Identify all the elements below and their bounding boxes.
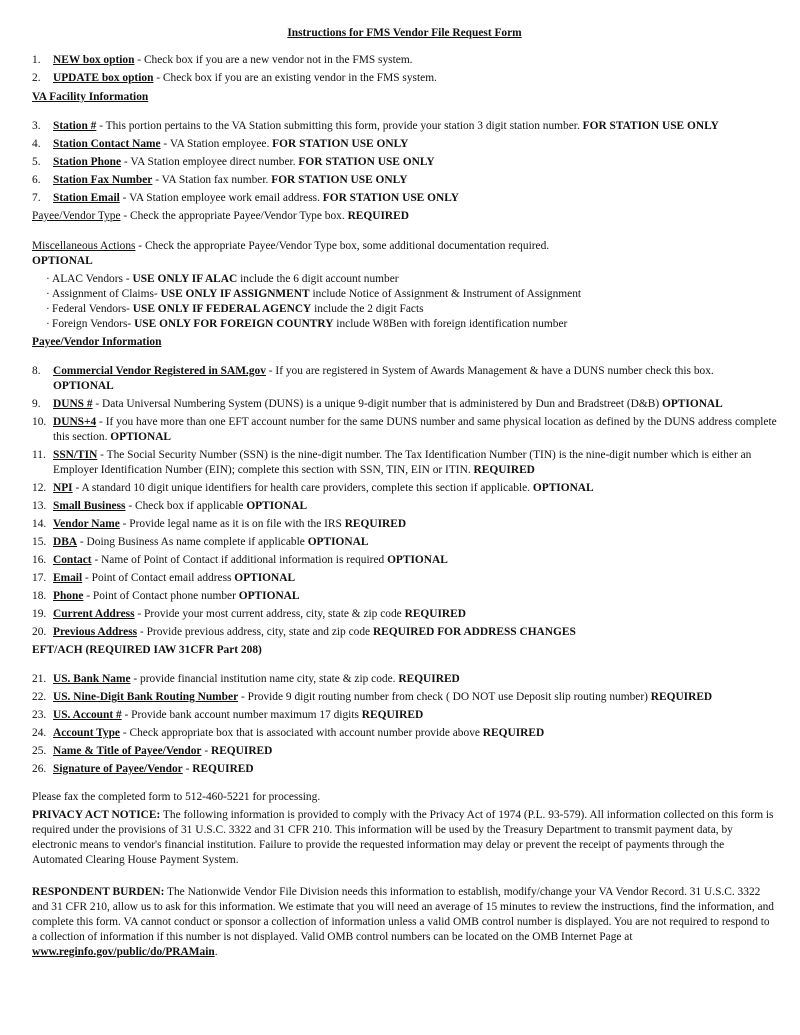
item-desc: - Provide legal name as it is on file with the IRS (119, 518, 345, 530)
respondent-end: . (214, 946, 218, 958)
list-item (32, 448, 777, 478)
item-term: US. Bank Name (53, 673, 131, 685)
list-item (32, 535, 777, 550)
list-payee (32, 364, 777, 640)
list-va (32, 119, 777, 206)
item-desc: - The Social Security Number (SSN) is the nine-digit number. The Tax Identification Number (TIN) is the nine-digit number which is either an Employer Identification Number (EIN); complete this section with SSN, TIN, EIN or ITIN. (53, 449, 752, 476)
misc-desc: - Check the appropriate Payee/Vendor Type box, some additional documentation required. (135, 240, 550, 252)
item-tag: OPTIONAL (234, 572, 296, 584)
item-desc: - A standard 10 digit unique identifiers for health care providers, complete this section if applicable. (72, 482, 533, 494)
item-term: Account Type (53, 727, 120, 739)
item-desc: - Doing Business As name complete if applicable (77, 536, 308, 548)
respondent-text: The Nationwide Vendor File Division needs this information to establish, modify/change your VA Vendor Record. 31 U.S.C. 3322 and 31 CFR 210, allow us to ask for this information. We estimate that you will need an average of 15 minutes to review the instructions, find the information, and complete this form. VA cannot conduct or sponsor a collection of information unless a valid OMB control number is displayed. You are not required to respond to a collection of information if this number is not displayed. Valid OMB control numbers can be located on the OMB Internet Page at (32, 886, 774, 943)
item-tag: OPTIONAL (387, 554, 448, 566)
respondent-burden (32, 885, 777, 960)
item-term: Current Address (53, 608, 135, 620)
bullet-post: include Notice of Assignment & Instrument of Assignment (309, 288, 582, 300)
item-tag: OPTIONAL (532, 482, 594, 494)
misc-bullet (32, 272, 777, 287)
bullet-dot-icon: · (46, 303, 50, 315)
item-term: Name & Title of Payee/Vendor (53, 745, 202, 757)
item-desc: - provide financial institution name city, state & zip code. (130, 673, 399, 685)
item-number: 14. (32, 518, 47, 530)
item-tag: REQUIRED (482, 727, 545, 739)
item-desc: - VA Station fax number. (152, 174, 272, 186)
list-item (32, 708, 777, 723)
item-number: 12. (32, 482, 47, 494)
item-term: DBA (53, 536, 78, 548)
item-tag: REQUIRED (344, 518, 407, 530)
item-number: 17. (32, 572, 47, 584)
list-item (32, 155, 777, 170)
list-item (32, 71, 777, 86)
bullet-pre: Foreign Vendors- (52, 318, 135, 330)
payee-type-desc: - Check the appropriate Payee/Vendor Type box. (120, 210, 348, 222)
bullet-post: include W8Ben with foreign identification number (333, 318, 568, 330)
item-desc: - VA Station employee direct number. (121, 156, 299, 168)
bullet-pre: ALAC Vendors - (52, 273, 133, 285)
item-desc: - Data Universal Numbering System (DUNS) is a unique 9-digit number that is administered by Dun and Bradstreet (D&B) (92, 398, 662, 410)
omb-link[interactable]: www.reginfo.gov/public/do/PRAMain (32, 946, 215, 958)
item-desc: - (201, 745, 211, 757)
list-item (32, 625, 777, 640)
misc-bullet (32, 302, 777, 317)
bullet-pre: Assignment of Claims- (52, 288, 161, 300)
misc-actions-line (32, 239, 777, 269)
item-desc: - Provide previous address, city, state and zip code (137, 626, 373, 638)
item-number: 13. (32, 500, 47, 512)
item-tag: REQUIRED (361, 709, 424, 721)
bullet-dot-icon: · (46, 318, 50, 330)
item-term: DUNS+4 (53, 416, 97, 428)
item-term: UPDATE box option (53, 72, 154, 84)
item-tag: REQUIRED (473, 464, 535, 476)
payee-type-line (32, 209, 777, 224)
item-term: Station Email (53, 192, 120, 204)
item-tag: REQUIRED (210, 745, 273, 757)
item-number: 4. (32, 138, 41, 150)
list-item (32, 571, 777, 586)
misc-bullets (32, 272, 777, 332)
fax-line: Please fax the completed form to 512-460-5221 for processing. (32, 791, 321, 803)
item-number: 25. (32, 745, 47, 757)
item-number: 11. (32, 449, 46, 461)
bullet-post: include the 6 digit account number (237, 273, 399, 285)
item-term: NPI (53, 482, 73, 494)
item-number: 2. (32, 72, 41, 84)
item-term: SSN/TIN (53, 449, 98, 461)
bullet-pre: Federal Vendors- (52, 303, 133, 315)
item-desc: - Check box if you are an existing vendor in the FMS system. (153, 72, 437, 84)
item-number: 19. (32, 608, 47, 620)
item-desc: - If you are registered in System of Awards Management & have a DUNS number check this box. (265, 365, 714, 377)
list-item (32, 137, 777, 152)
list-item (32, 607, 777, 622)
misc-term: Miscellaneous Actions (32, 240, 136, 252)
item-desc: - (182, 763, 193, 775)
section-payee-info: Payee/Vendor Information (32, 336, 162, 348)
item-desc: - Provide bank account number maximum 17 digits (121, 709, 362, 721)
list-item (32, 53, 777, 68)
item-desc: - Check box if applicable (125, 500, 247, 512)
list-item (32, 499, 777, 514)
item-tag: OPTIONAL (53, 380, 114, 392)
item-term: Station # (53, 120, 97, 132)
item-desc: - Provide 9 digit routing number from check ( DO NOT use Deposit slip routing number) (238, 691, 651, 703)
item-number: 6. (32, 174, 41, 186)
item-tag: REQUIRED (404, 608, 466, 620)
item-term: Email (53, 572, 83, 584)
item-number: 10. (32, 416, 47, 428)
page-title: Instructions for FMS Vendor File Request Form (287, 27, 522, 39)
list-top (32, 53, 777, 86)
respondent-label: RESPONDENT BURDEN: (32, 886, 165, 898)
item-desc: - Check appropriate box that is associated with account number provide above (119, 727, 483, 739)
item-term: Station Contact Name (53, 138, 161, 150)
item-tag: FOR STATION USE ONLY (322, 192, 459, 204)
privacy-notice (32, 808, 777, 868)
payee-type-tag: REQUIRED (347, 210, 409, 222)
item-number: 16. (32, 554, 47, 566)
item-number: 9. (32, 398, 41, 410)
item-term: Station Phone (53, 156, 122, 168)
item-tag: OPTIONAL (246, 500, 308, 512)
item-tag: REQUIRED FOR ADDRESS CHANGES (372, 626, 576, 638)
item-desc: - Provide your most current address, city, state & zip code (134, 608, 405, 620)
item-term: Commercial Vendor Registered in SAM.gov (53, 365, 266, 377)
document (32, 26, 777, 963)
list-item (32, 397, 777, 412)
item-number: 22. (32, 691, 47, 703)
item-desc: - Point of Contact email address (82, 572, 235, 584)
list-item (32, 364, 777, 394)
list-item (32, 173, 777, 188)
item-term: Previous Address (53, 626, 138, 638)
bullet-bold: USE ONLY IF ALAC (132, 273, 238, 285)
list-item (32, 589, 777, 604)
item-desc: - If you have more than one EFT account number for the same DUNS number and same physical location as defined by the DUNS address complete this section. (53, 416, 777, 443)
item-number: 20. (32, 626, 47, 638)
item-number: 5. (32, 156, 41, 168)
item-tag: OPTIONAL (238, 590, 300, 602)
item-number: 1. (32, 54, 41, 66)
item-desc: - Check box if you are a new vendor not in the FMS system. (134, 54, 413, 66)
item-number: 21. (32, 673, 47, 685)
item-tag: OPTIONAL (307, 536, 369, 548)
item-number: 8. (32, 365, 41, 377)
item-term: Contact (53, 554, 92, 566)
item-desc: - Name of Point of Contact if additional information is required (91, 554, 388, 566)
item-tag: FOR STATION USE ONLY (298, 156, 435, 168)
item-term: US. Nine-Digit Bank Routing Number (53, 691, 239, 703)
item-term: Station Fax Number (53, 174, 153, 186)
item-desc: - Point of Contact phone number (83, 590, 239, 602)
bullet-dot-icon: · (46, 273, 50, 285)
list-item (32, 553, 777, 568)
list-item (32, 517, 777, 532)
item-tag: OPTIONAL (661, 398, 723, 410)
item-number: 18. (32, 590, 47, 602)
item-desc: - VA Station employee. (160, 138, 273, 150)
item-tag: REQUIRED (650, 691, 713, 703)
item-number: 23. (32, 709, 47, 721)
item-desc: - VA Station employee work email address. (119, 192, 323, 204)
list-item (32, 119, 777, 134)
item-number: 26. (32, 763, 47, 775)
bullet-bold: USE ONLY IF FEDERAL AGENCY (132, 303, 312, 315)
item-number: 3. (32, 120, 41, 132)
item-term: NEW box option (53, 54, 135, 66)
section-eft: EFT/ACH (REQUIRED IAW 31CFR Part 208) (32, 644, 262, 656)
list-item (32, 481, 777, 496)
item-number: 15. (32, 536, 47, 548)
item-term: DUNS # (53, 398, 93, 410)
section-va-facility: VA Facility Information (32, 91, 149, 103)
payee-type-term: Payee/Vendor Type (32, 210, 121, 222)
list-eft (32, 672, 777, 777)
list-item (32, 415, 777, 445)
misc-bullet (32, 317, 777, 332)
item-number: 24. (32, 727, 47, 739)
item-term: Phone (53, 590, 84, 602)
misc-tag: OPTIONAL (32, 255, 93, 267)
misc-bullet (32, 287, 777, 302)
item-tag: FOR STATION USE ONLY (271, 174, 408, 186)
list-item (32, 726, 777, 741)
item-term: US. Account # (53, 709, 122, 721)
bullet-dot-icon: · (46, 288, 50, 300)
item-tag: REQUIRED (192, 763, 254, 775)
item-term: Small Business (53, 500, 126, 512)
bullet-bold: USE ONLY IF ASSIGNMENT (160, 288, 310, 300)
list-item (32, 744, 777, 759)
bullet-bold: USE ONLY FOR FOREIGN COUNTRY (134, 318, 334, 330)
item-desc: - This portion pertains to the VA Station submitting this form, provide your station 3 digit station number. (96, 120, 583, 132)
item-number: 7. (32, 192, 41, 204)
item-term: Signature of Payee/Vendor (53, 763, 183, 775)
privacy-text: The following information is provided to comply with the Privacy Act of 1974 (P.L. 93-579). All information collected on this form is required under the provisions of 31 U.S.C. 3322 and 31 CFR 210. This information will be used by the Treasury Department to transmit payment data, by electronic means to vendor's financial institution. Failure to provide the requested information may delay or prevent the receipt of payments through the Automated Clearing House Payment System. (32, 809, 774, 866)
item-tag: FOR STATION USE ONLY (582, 120, 719, 132)
list-item (32, 762, 777, 777)
list-item (32, 690, 777, 705)
item-tag: FOR STATION USE ONLY (272, 138, 409, 150)
list-item (32, 191, 777, 206)
privacy-label: PRIVACY ACT NOTICE: (32, 809, 161, 821)
bullet-post: include the 2 digit Facts (311, 303, 424, 315)
item-tag: OPTIONAL (110, 431, 172, 443)
list-item (32, 672, 777, 687)
item-tag: REQUIRED (398, 673, 460, 685)
item-term: Vendor Name (53, 518, 120, 530)
